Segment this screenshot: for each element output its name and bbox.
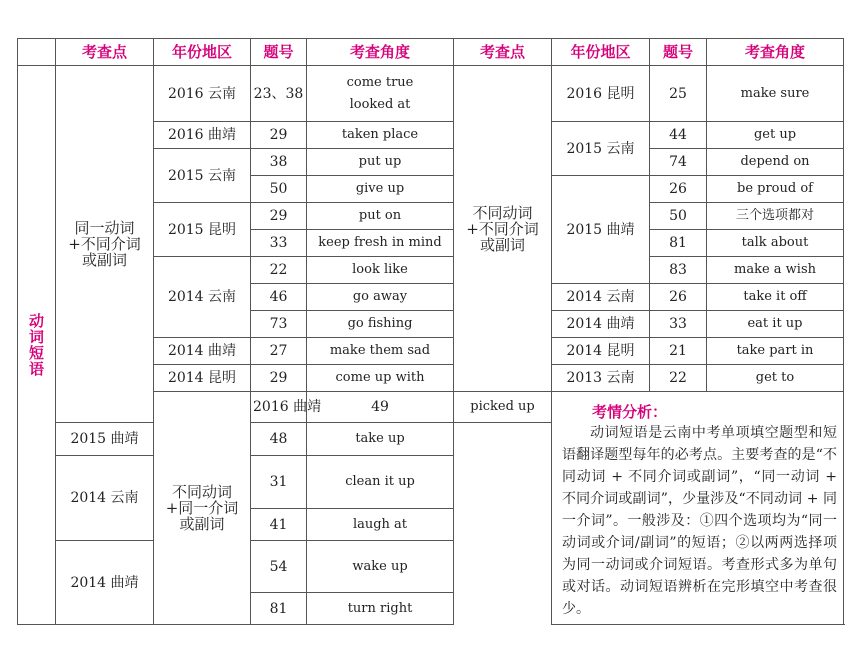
- number-cell: 50: [650, 203, 707, 230]
- region-cell: 2014 昆明: [154, 365, 251, 392]
- phrase-table: [17, 38, 844, 625]
- header-angle-left: 考查角度: [307, 39, 454, 66]
- region-cell: 2016 曲靖: [251, 392, 307, 423]
- header-point-left: 考查点: [56, 39, 154, 66]
- number-cell: 25: [650, 66, 707, 122]
- region-cell: 2014 曲靖: [552, 311, 650, 338]
- phrase-cell: be proud of: [707, 176, 844, 203]
- phrase-cell: keep fresh in mind: [307, 230, 454, 257]
- number-cell: 73: [251, 311, 307, 338]
- number-cell: 41: [251, 509, 307, 541]
- number-cell: 33: [650, 311, 707, 338]
- number-cell: 22: [650, 365, 707, 392]
- number-cell: 81: [650, 230, 707, 257]
- phrase-cell: clean it up: [307, 456, 454, 509]
- phrase-cell: depend on: [707, 149, 844, 176]
- number-cell: 23、38: [251, 66, 307, 122]
- phrase-cell: go fishing: [307, 311, 454, 338]
- phrase-cell: come true looked at: [307, 66, 454, 122]
- phrase-cell: get up: [707, 122, 844, 149]
- analysis-box: [552, 392, 844, 625]
- number-cell: 50: [251, 176, 307, 203]
- phrase-cell: take up: [307, 423, 454, 456]
- number-cell: 29: [251, 203, 307, 230]
- number-cell: 83: [650, 257, 707, 284]
- number-cell: 49: [307, 392, 454, 423]
- table-row: [18, 66, 844, 122]
- number-cell: 44: [650, 122, 707, 149]
- group-label-diff-verb-same-prep: 不同动词 +同一介词 或副词: [154, 392, 251, 625]
- number-cell: 27: [251, 338, 307, 365]
- number-cell: 26: [650, 176, 707, 203]
- phrase-cell: look like: [307, 257, 454, 284]
- number-cell: 48: [251, 423, 307, 456]
- phrase-cell: get to: [707, 365, 844, 392]
- region-cell: 2014 曲靖: [56, 541, 154, 625]
- analysis-body: 动词短语是云南中考单项填空题型和短语翻译题型每年的必考点。主要考查的是“不同动词 + 不同介词或副词”，“同一动词 + 不同介词或副词”，少量涉及“不同动词 + 同一介词”。一般涉及：①四个选项均为“同一动词或介词/副词”的短语；②以两两选择项为同一动词或介词短语。考查形式多为单句或对话。动词短语辨析在完形填空中考查很少。: [562, 425, 837, 617]
- header-point-right: 考查点: [454, 39, 552, 66]
- region-cell: 2015 云南: [552, 122, 650, 176]
- number-cell: 74: [650, 149, 707, 176]
- region-cell: 2016 曲靖: [154, 122, 251, 149]
- phrase-cell: eat it up: [707, 311, 844, 338]
- phrase-cell: come up with: [307, 365, 454, 392]
- region-cell: 2016 云南: [154, 66, 251, 122]
- region-cell: 2014 昆明: [552, 338, 650, 365]
- phrase-cell: take part in: [707, 338, 844, 365]
- region-cell: 2014 云南: [552, 284, 650, 311]
- phrase-cell: put up: [307, 149, 454, 176]
- number-cell: 21: [650, 338, 707, 365]
- phrase-cell: 三个选项都对: [707, 203, 844, 230]
- phrase-cell: make a wish: [707, 257, 844, 284]
- header-angle-right: 考查角度: [707, 39, 844, 66]
- category-label: 动 词 短 语: [18, 66, 56, 625]
- phrase-cell: laugh at: [307, 509, 454, 541]
- header-region-right: 年份地区: [552, 39, 650, 66]
- number-cell: 46: [251, 284, 307, 311]
- region-cell: 2013 云南: [552, 365, 650, 392]
- phrase-cell: make sure: [707, 66, 844, 122]
- header-row: [18, 39, 844, 66]
- analysis-title: 考情分析：: [592, 403, 668, 421]
- group-label-diff-verb-diff-prep: 不同动词 +不同介词 或副词: [454, 66, 552, 392]
- region-cell: 2015 曲靖: [552, 176, 650, 284]
- header-num-right: 题号: [650, 39, 707, 66]
- region-cell: 2014 曲靖: [154, 338, 251, 365]
- number-cell: 26: [650, 284, 707, 311]
- phrase-cell: go away: [307, 284, 454, 311]
- group-label-same-verb: 同一动词 +不同介词 或副词: [56, 66, 154, 423]
- phrase-cell: picked up: [454, 392, 552, 423]
- number-cell: 81: [251, 593, 307, 625]
- number-cell: 29: [251, 365, 307, 392]
- phrase-cell: turn right: [307, 593, 454, 625]
- number-cell: 33: [251, 230, 307, 257]
- phrase-cell: put on: [307, 203, 454, 230]
- number-cell: 29: [251, 122, 307, 149]
- phrase-cell: taken place: [307, 122, 454, 149]
- phrase-cell: wake up: [307, 541, 454, 593]
- region-cell: 2014 云南: [154, 257, 251, 338]
- phrase-cell: give up: [307, 176, 454, 203]
- region-cell: 2015 云南: [154, 149, 251, 203]
- phrase-cell: make them sad: [307, 338, 454, 365]
- region-cell: 2016 昆明: [552, 66, 650, 122]
- number-cell: 54: [251, 541, 307, 593]
- header-region-left: 年份地区: [154, 39, 251, 66]
- region-cell: 2015 昆明: [154, 203, 251, 257]
- region-cell: 2015 曲靖: [56, 423, 154, 456]
- region-cell: 2014 云南: [56, 456, 154, 541]
- header-num-left: 题号: [251, 39, 307, 66]
- number-cell: 31: [251, 456, 307, 509]
- phrase-cell: talk about: [707, 230, 844, 257]
- header-blank: [18, 39, 56, 66]
- number-cell: 22: [251, 257, 307, 284]
- number-cell: 38: [251, 149, 307, 176]
- phrase-cell: take it off: [707, 284, 844, 311]
